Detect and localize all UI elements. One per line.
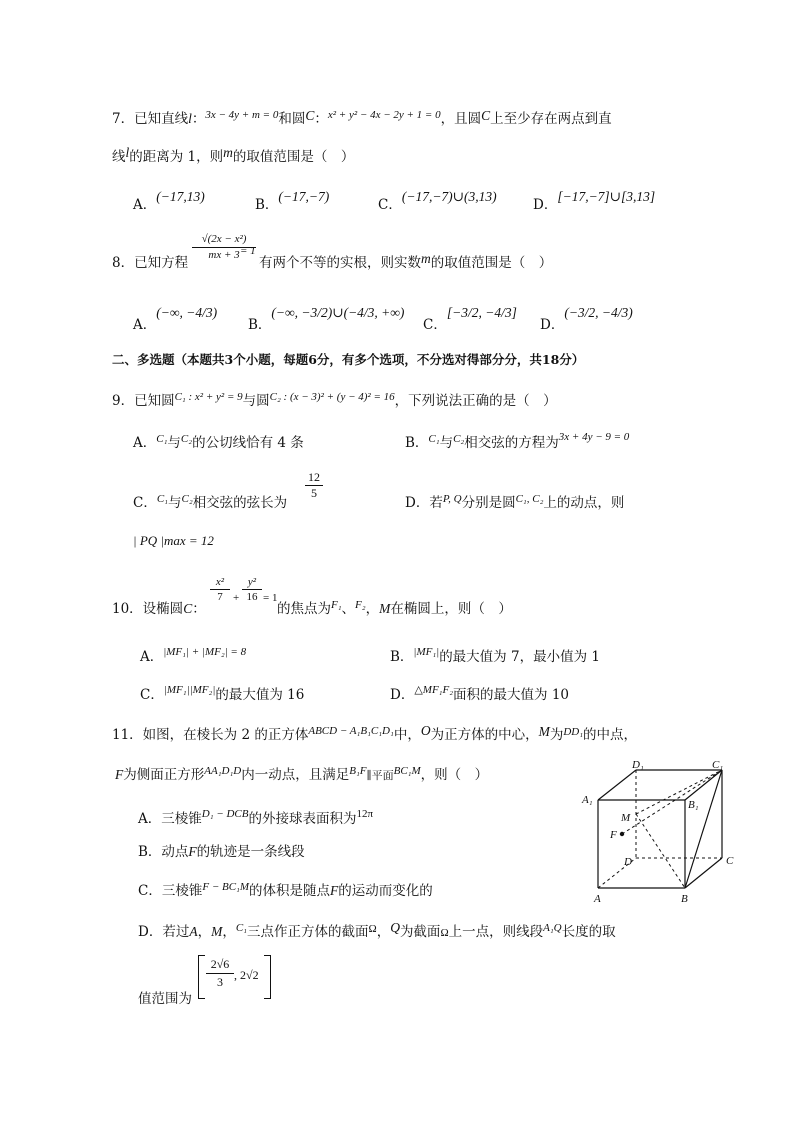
- q10-option-a[interactable]: [140, 642, 247, 665]
- range-upper: , 2√2: [234, 968, 259, 982]
- q8-option-d[interactable]: [540, 304, 633, 333]
- q11-option-d[interactable]: [138, 920, 616, 942]
- q8-stem: [112, 254, 188, 272]
- option-label: B．: [255, 197, 279, 213]
- q7-line2: [112, 145, 355, 166]
- math-M: M: [379, 601, 391, 616]
- option-label: C．: [423, 317, 447, 333]
- text: 和圆: [278, 111, 306, 127]
- q11-option-d-line2: 值范围为: [138, 991, 192, 1007]
- text: 、: [341, 601, 356, 617]
- text: C．三棱锥: [138, 883, 203, 899]
- text: 的取值范围是（ ）: [430, 255, 553, 271]
- circle-c1-equation: C₁ : x² + y² = 9: [174, 391, 243, 403]
- q8-option-c[interactable]: [423, 304, 517, 333]
- math: C₂: [181, 493, 193, 505]
- fraction-denominator: 3: [217, 975, 223, 989]
- q10-option-c[interactable]: [140, 680, 305, 703]
- text: 9．已知圆: [112, 393, 175, 409]
- point-f: [620, 832, 624, 836]
- option-label: A．: [133, 197, 157, 213]
- option-label: A．: [133, 317, 157, 333]
- option-label: D．: [390, 687, 415, 703]
- q9-option-b[interactable]: [405, 431, 630, 453]
- text: 线: [112, 149, 126, 165]
- q11-range-fraction: [206, 956, 234, 991]
- text: 长度的取: [561, 924, 616, 940]
- text: ∥平面: [366, 769, 394, 782]
- math-F: F: [330, 883, 339, 898]
- math: △MF₁F₂: [414, 684, 454, 696]
- math: C₁: [156, 493, 169, 505]
- math-A1Q: A₁Q: [543, 922, 562, 934]
- text: 10．设椭圆: [112, 601, 184, 617]
- math: C₁: [156, 433, 168, 445]
- q11-option-a[interactable]: [138, 810, 373, 829]
- text: 在椭圆上，则（ ）: [390, 601, 512, 617]
- q9-option-a[interactable]: [133, 434, 304, 453]
- text: 相交弦的弦长为: [192, 495, 288, 511]
- math-B1F: B₁F: [349, 765, 367, 777]
- text: 相交弦的方程为: [464, 435, 559, 451]
- text: 内一动点，且满足: [241, 767, 350, 783]
- text: 为正方体的中心，: [430, 727, 539, 743]
- math: P, Q: [442, 493, 462, 505]
- q9-c-fraction: [305, 470, 323, 501]
- text: 上一点，则线段: [448, 924, 544, 940]
- label-c1: C₁: [712, 759, 724, 771]
- plane-name: BC₁M: [393, 765, 421, 777]
- math-omega: Ω: [368, 923, 377, 935]
- fraction-denominator: 5: [311, 486, 317, 500]
- text: 的轨迹是一条线段: [196, 844, 305, 860]
- chord-equation: 3x + 4y − 9 = 0: [558, 431, 630, 443]
- option-label: B．: [248, 317, 272, 333]
- segment-b-c1: [685, 770, 722, 888]
- q7-line1: [112, 110, 612, 129]
- edge-b-c: [685, 858, 722, 888]
- text: ：: [314, 111, 328, 127]
- text: 为: [549, 727, 564, 743]
- math-Q: Q: [390, 920, 400, 935]
- text: 与: [167, 435, 181, 451]
- text: 与: [168, 495, 182, 511]
- fraction-numerator: x²: [210, 575, 230, 590]
- math-m: m: [421, 251, 431, 266]
- label-f: F: [610, 829, 617, 841]
- cube-name: ABCD − A₁B₁C₁D₁: [308, 725, 394, 737]
- circle-c2-equation: C₂ : (x − 3)² + (y − 4)² = 16: [269, 391, 395, 403]
- option-value: (−∞, −4/3): [156, 305, 218, 320]
- q7-option-c[interactable]: [378, 188, 497, 213]
- option-label: C．: [140, 687, 164, 703]
- math: D₁ − DCB: [201, 808, 249, 820]
- line-equation: 3x − 4y + m = 0: [205, 109, 279, 121]
- math: F − BC₁M: [202, 881, 250, 893]
- math-O: O: [420, 723, 431, 738]
- q9-option-d[interactable]: [405, 494, 624, 513]
- text: 中，: [393, 727, 421, 743]
- option-label: C．: [133, 495, 157, 511]
- q11-option-c[interactable]: [138, 882, 433, 901]
- math-M: M: [211, 924, 223, 939]
- q10-stem-rest: [277, 600, 512, 619]
- q8-option-a[interactable]: [133, 304, 218, 333]
- option-value: (−17,−7)∪(3,13): [401, 189, 497, 204]
- text: 7．已知直线: [112, 111, 189, 127]
- math-A: A: [189, 924, 198, 939]
- q9-option-c[interactable]: [133, 494, 287, 513]
- text: 分别是圆: [461, 495, 516, 511]
- fraction-denominator: 16: [246, 591, 258, 603]
- option-label: B．: [390, 649, 414, 665]
- math: C₂: [180, 433, 193, 445]
- segment-f-c1: [622, 770, 722, 834]
- text: ，则（ ）: [420, 767, 489, 783]
- option-value: (−∞, −3/2)∪(−4/3, +∞): [271, 305, 405, 320]
- math: |MF₁||MF₂|: [163, 684, 216, 696]
- fraction-numerator: y²: [242, 575, 262, 590]
- text: 三点作正方体的截面: [247, 924, 369, 940]
- text: 与: [439, 435, 454, 451]
- text: 面积的最大值为 10: [453, 687, 570, 703]
- math: C₁, C₂: [515, 493, 544, 505]
- option-label: A．: [140, 649, 164, 665]
- fraction-numerator: 12: [305, 470, 323, 486]
- math: C₂: [453, 433, 465, 445]
- math-l: l: [125, 145, 130, 160]
- math-C: C: [481, 108, 491, 123]
- q9-option-d-line2: | PQ |max = 12: [133, 533, 214, 548]
- q11-line2: [115, 766, 488, 785]
- label-d1: D₁: [632, 759, 644, 771]
- option-value: (−3/2, −4/3): [564, 305, 633, 320]
- label-b: B: [681, 893, 688, 905]
- label-a: A: [594, 893, 601, 905]
- math-F: F: [115, 767, 124, 782]
- q7-option-a[interactable]: [133, 188, 205, 213]
- math-F2: F₂: [355, 599, 366, 611]
- fraction-numerator: √(2x − x²): [192, 232, 256, 248]
- option-value: [−3/2, −4/3]: [446, 305, 517, 320]
- q7-option-d[interactable]: [533, 188, 656, 213]
- text: 与圆: [242, 393, 270, 409]
- text: 8．已知方程: [112, 255, 189, 271]
- text: ，: [222, 924, 236, 940]
- text: 的中点，: [583, 727, 638, 743]
- q11-option-b[interactable]: [138, 843, 305, 861]
- text: 的外接球表面积为: [248, 811, 357, 827]
- option-value: |MF₁| + |MF₂| = 8: [163, 646, 247, 658]
- q10-frac-x: [210, 575, 230, 604]
- text: ，: [365, 601, 380, 617]
- text: 的运动而变化的: [338, 883, 433, 899]
- math-F1: F₁: [331, 599, 342, 611]
- math-omega: Ω: [440, 927, 449, 939]
- text: 上的动点，则: [543, 495, 625, 511]
- text: D．若过: [138, 924, 190, 940]
- q8-equals: = 1: [240, 245, 256, 257]
- segment-m-b: [636, 814, 685, 888]
- label-b1: B₁: [688, 799, 699, 811]
- option-label: D．若: [405, 495, 443, 511]
- text: 上至少存在两点到直: [490, 111, 612, 127]
- math-C: C: [183, 601, 193, 616]
- text: 的最大值为 7，最小值为 1: [439, 649, 600, 665]
- text: 的距离为 1，则: [129, 149, 224, 165]
- math-M: M: [538, 724, 550, 739]
- text: ：: [191, 111, 206, 127]
- q11-range-bracket: [198, 955, 205, 999]
- q10-option-d[interactable]: [390, 680, 570, 703]
- math-F: F: [188, 844, 197, 859]
- option-label: D．: [540, 317, 565, 333]
- edge-a1-d1: [598, 770, 636, 800]
- segment-m-c1: [636, 770, 722, 814]
- q10-option-b[interactable]: [390, 642, 600, 665]
- option-label: D．: [533, 197, 558, 213]
- option-value: [−17,−7]∪[3,13]: [557, 189, 656, 204]
- plus: +: [233, 592, 240, 604]
- text: ：: [192, 601, 206, 617]
- fraction-denominator: mx + 3: [208, 249, 240, 261]
- equals-one: = 1: [263, 592, 278, 604]
- text: 的焦点为: [277, 601, 331, 617]
- q8-option-b[interactable]: [248, 304, 405, 333]
- text: 的最大值为 16: [215, 687, 305, 703]
- text: 的公切线恰有 4 条: [192, 435, 304, 451]
- math: 12π: [356, 808, 374, 820]
- label-a1: A₁: [582, 794, 593, 806]
- q8-stem-rest: [259, 251, 553, 272]
- label-d: D: [624, 856, 632, 868]
- text: ，且圆: [440, 111, 482, 127]
- q10-frac-y: [242, 575, 262, 604]
- option-label: A．: [133, 435, 157, 451]
- face-name: AA₁D₁D: [204, 765, 242, 777]
- math-C1: C₁: [235, 922, 247, 934]
- fraction-numerator: 2√6: [206, 956, 234, 974]
- text: 为侧面正方形: [123, 767, 205, 783]
- text: ，下列说法正确的是（ ）: [394, 393, 557, 409]
- option-label: B．: [405, 435, 429, 451]
- q11-line1: [112, 723, 638, 745]
- text: 为截面: [399, 924, 441, 940]
- math-m: m: [223, 145, 233, 160]
- text: ，: [197, 924, 212, 940]
- q11-range-bracket-close: [264, 955, 271, 999]
- math-l: l: [188, 111, 192, 126]
- q10-stem-prefix: [112, 600, 206, 618]
- text: ，: [376, 924, 391, 940]
- text: A．三棱锥: [138, 811, 202, 827]
- label-m: M: [621, 812, 631, 824]
- q9-stem: [112, 392, 557, 411]
- text: 有两个不等的实根，则实数: [259, 255, 421, 271]
- q7-option-b[interactable]: [255, 188, 330, 213]
- math: C₁: [428, 433, 440, 445]
- cube-figure: [580, 758, 750, 910]
- label-c: C: [726, 855, 734, 867]
- text: 的体积是随点: [249, 883, 331, 899]
- section-title: 二、多选题（本题共3个小题，每题6分，有多个选项，不分选对得部分分，共18分）: [112, 352, 585, 367]
- option-label: C．: [378, 197, 402, 213]
- math-DD1: DD₁: [563, 726, 584, 738]
- fraction-denominator: 7: [217, 591, 223, 603]
- option-value: (−17,13): [156, 189, 205, 204]
- text: 11．如图，在棱长为 2 的正方体: [112, 727, 309, 743]
- edge-b1-c1: [685, 770, 722, 800]
- circle-equation: x² + y² − 4x − 2y + 1 = 0: [327, 109, 441, 121]
- math: |MF₁|: [413, 646, 440, 658]
- text: B．动点: [138, 844, 189, 860]
- option-value: (−17,−7): [278, 189, 330, 204]
- math-C: C: [305, 108, 315, 123]
- text: 的取值范围是（ ）: [232, 149, 355, 165]
